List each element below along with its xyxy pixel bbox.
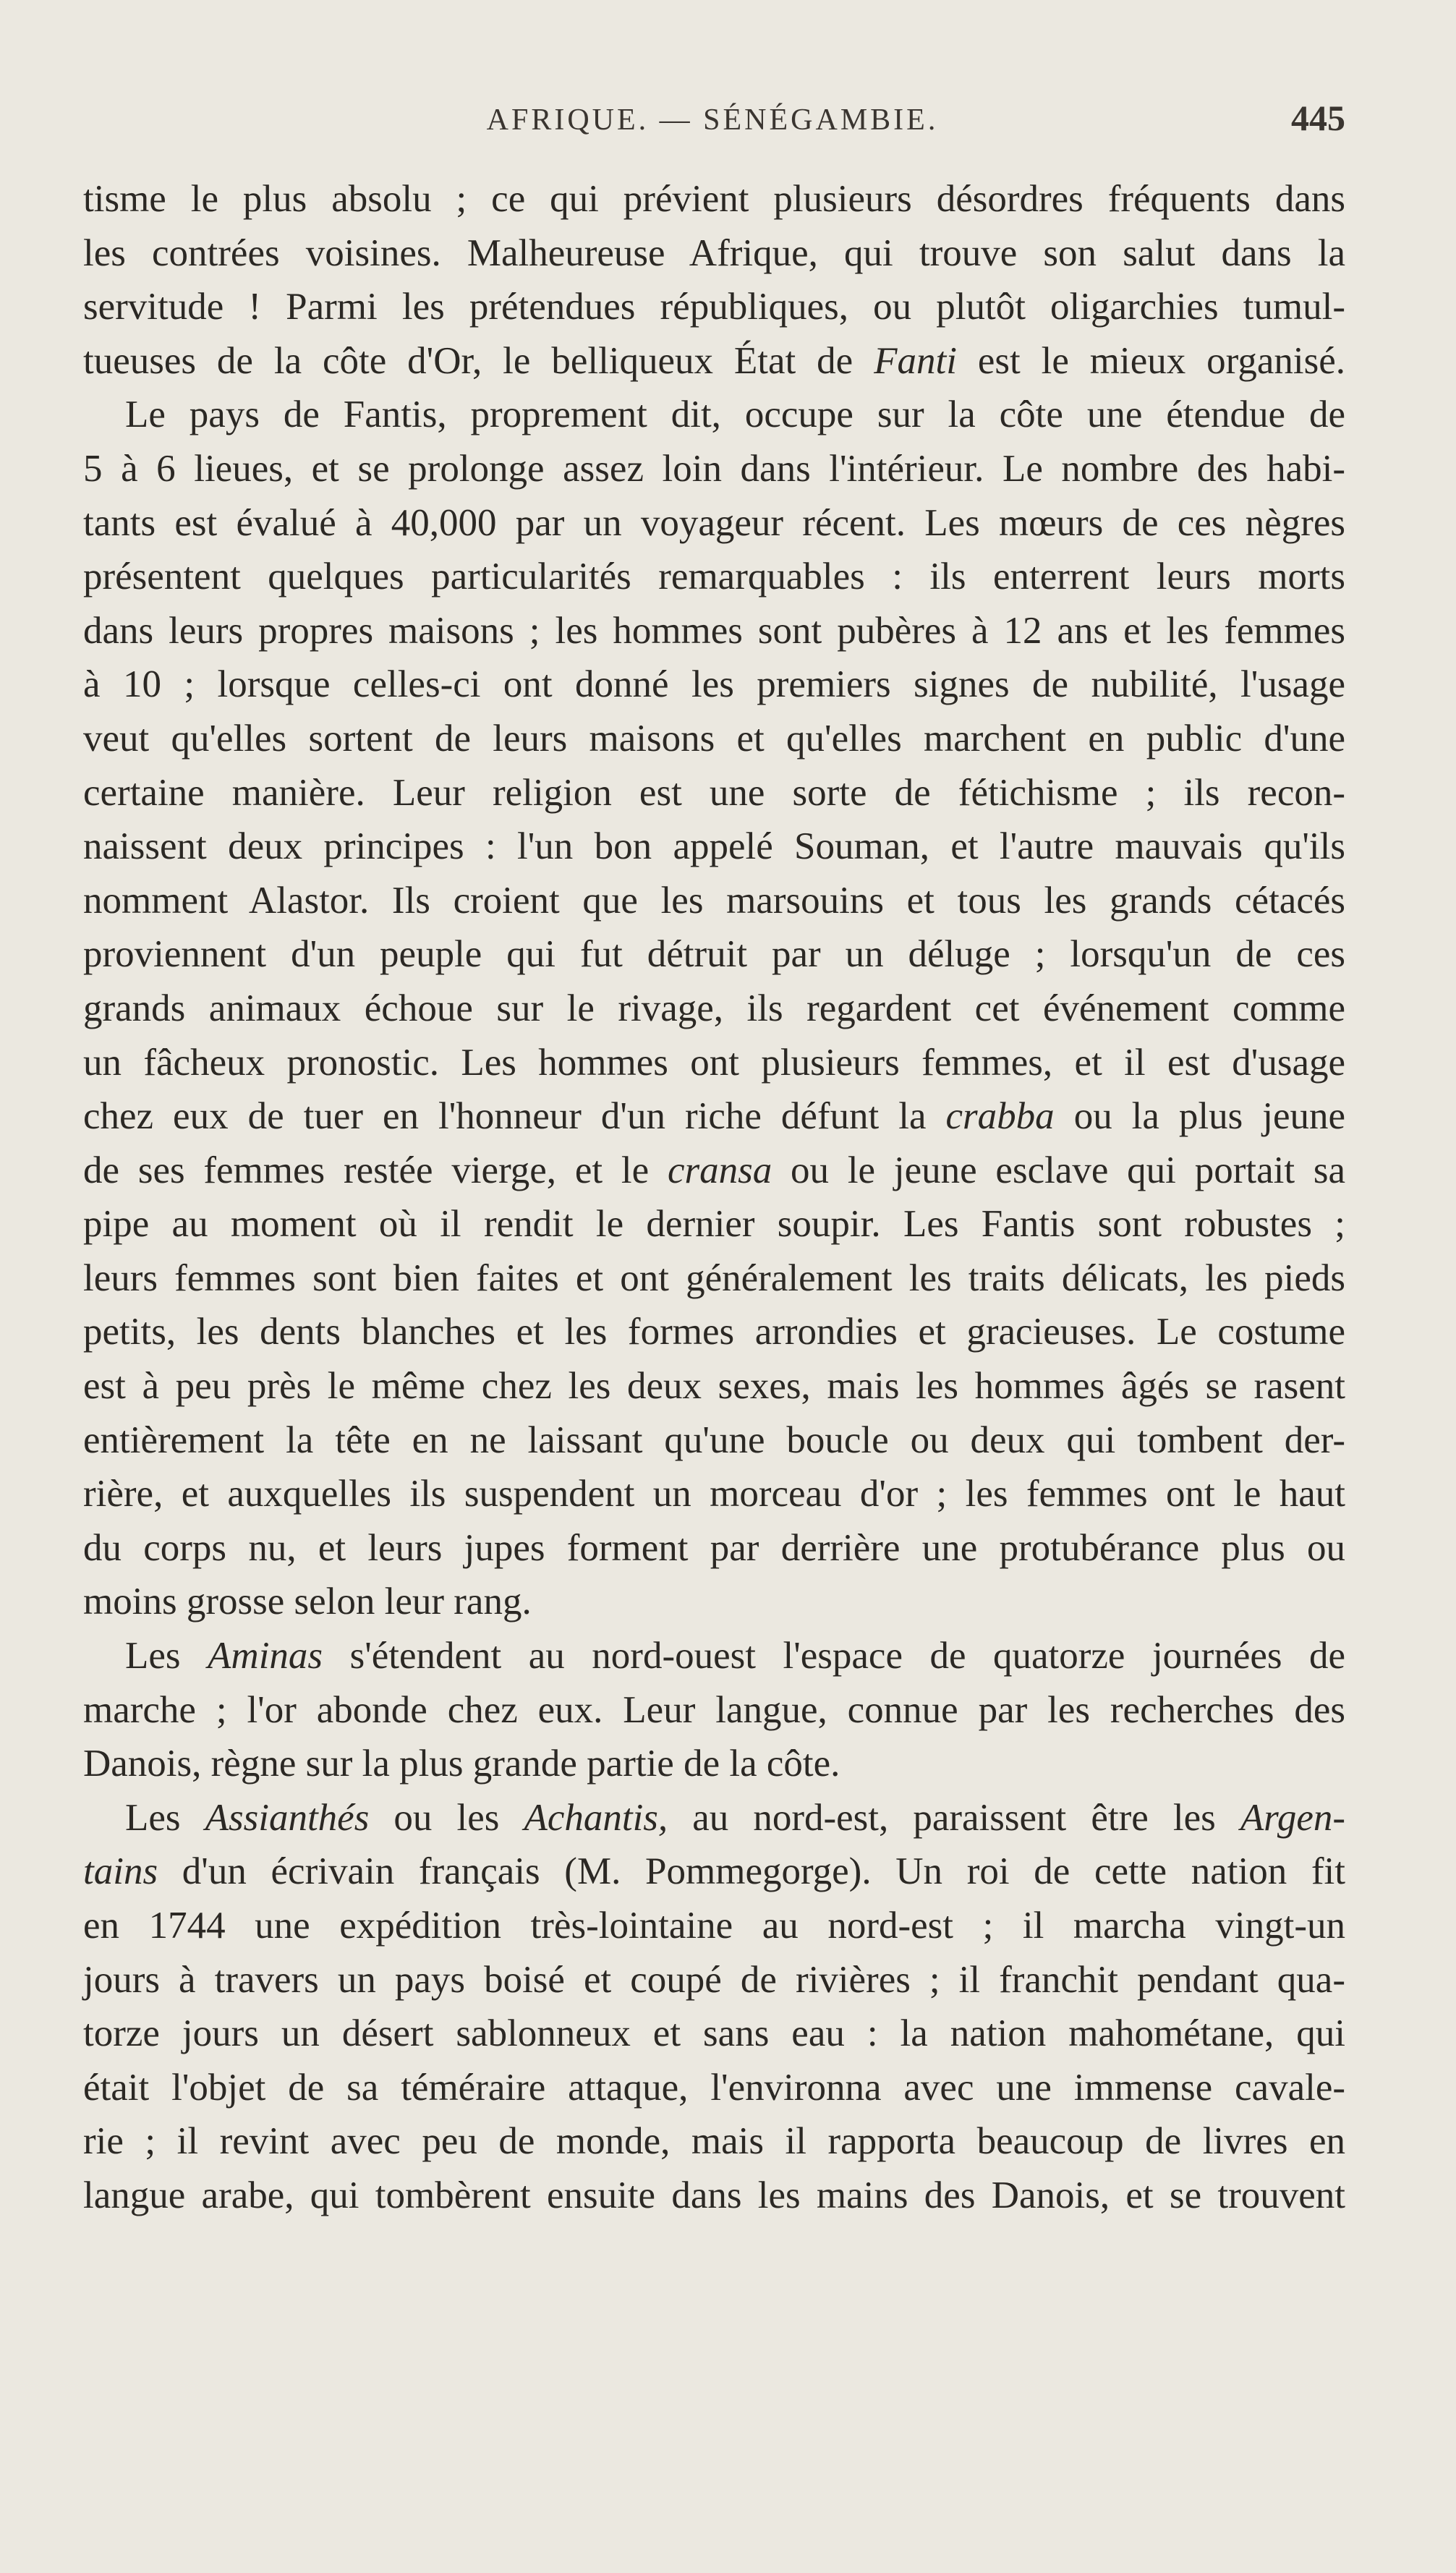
text-line: torze jours un désert sablonneux et sans eau : la nation mahométane, qui xyxy=(83,2012,1345,2055)
text-line: dans leurs propres maisons ; les hommes sont pubères à 12 ans et les femmes xyxy=(83,609,1345,652)
text-line: tains d'un écrivain français (M. Pommegorge). Un roi de cette nation fit xyxy=(83,1850,1346,1893)
page-number: 445 xyxy=(1291,98,1345,138)
text-line: rière, et auxquelles ils suspendent un morceau d'or ; les femmes ont le haut xyxy=(83,1473,1345,1515)
text-line: en 1744 une expédition très-lointaine au nord-est ; il marcha vingt-un xyxy=(83,1905,1345,1947)
text-line: tueuses de la côte d'Or, le belliqueux État de Fanti est le mieux organisé. xyxy=(83,339,1345,382)
italic-term: Aminas xyxy=(208,1635,323,1677)
text-line: était l'objet de sa téméraire attaque, l'environna avec une immense cavale- xyxy=(83,2066,1345,2109)
text-line: grands animaux échoue sur le rivage, ils regardent cet événement comme xyxy=(83,987,1345,1029)
body-text xyxy=(83,172,1345,2223)
text-line: Danois, règne sur la plus grande partie de la côte. xyxy=(83,1743,840,1785)
text-line: Le pays de Fantis, proprement dit, occupe sur la côte une étendue de xyxy=(125,394,1345,436)
text-line: de ses femmes restée vierge, et le cransa ou le jeune esclave qui portait sa xyxy=(83,1149,1345,1191)
page-header xyxy=(80,93,1345,143)
text-line: leurs femmes sont bien faites et ont généralement les traits délicats, les pieds xyxy=(83,1256,1345,1299)
text-line: du corps nu, et leurs jupes forment par derrière une protubérance plus ou xyxy=(83,1526,1345,1569)
text-line: langue arabe, qui tombèrent ensuite dans les mains des Danois, et se trouvent xyxy=(83,2174,1345,2216)
text-line: entièrement la tête en ne laissant qu'une boucle ou deux qui tombent der- xyxy=(83,1419,1345,1461)
text-line: naissent deux principes : l'un bon appelé Souman, et l'autre mauvais qu'ils xyxy=(83,825,1345,868)
text-line: est à peu près le même chez les deux sexes, mais les hommes âgés se rasent xyxy=(83,1365,1345,1408)
italic-term: Fanti xyxy=(874,339,957,382)
text-line: rie ; il revint avec peu de monde, mais il rapporta beaucoup de livres en xyxy=(83,2120,1345,2163)
text-line: présentent quelques particularités remarquables : ils enterrent leurs morts xyxy=(83,556,1345,598)
italic-term: cransa xyxy=(667,1149,772,1191)
italic-term: Argen- xyxy=(1240,1796,1346,1839)
text-line: jours à travers un pays boisé et coupé de rivières ; il franchit pendant qua- xyxy=(83,1958,1345,2001)
text-line: Les Aminas s'étendent au nord-ouest l'espace de quatorze journées de xyxy=(125,1635,1346,1677)
running-head: AFRIQUE. — SÉNÉGAMBIE. xyxy=(486,103,939,137)
text-line: un fâcheux pronostic. Les hommes ont plusieurs femmes, et il est d'usage xyxy=(83,1041,1345,1084)
text-line: chez eux de tuer en l'honneur d'un riche défunt la crabba ou la plus jeune xyxy=(83,1095,1346,1138)
text-line: nomment Alastor. Ils croient que les marsouins et tous les grands cétacés xyxy=(83,879,1345,922)
text-line: veut qu'elles sortent de leurs maisons et qu'elles marchent en public d'une xyxy=(83,717,1345,760)
text-line: proviennent d'un peuple qui fut détruit par un déluge ; lorsqu'un de ces xyxy=(83,933,1345,976)
text-line: les contrées voisines. Malheureuse Afrique, qui trouve son salut dans la xyxy=(83,231,1345,274)
text-line: marche ; l'or abonde chez eux. Leur langue, connue par les recherches des xyxy=(83,1688,1345,1731)
text-line: à 10 ; lorsque celles-ci ont donné les premiers signes de nubilité, l'usage xyxy=(83,663,1345,706)
text-line: servitude ! Parmi les prétendues républiques, ou plutôt oligarchies tumul- xyxy=(83,286,1345,328)
italic-term: crabba xyxy=(945,1095,1055,1138)
text-line: tisme le plus absolu ; ce qui prévient plusieurs désordres fréquents dans xyxy=(83,178,1345,220)
text-line: Les Assianthés ou les Achantis, au nord-est, paraissent être les Argen- xyxy=(125,1796,1346,1839)
text-line: 5 à 6 lieues, et se prolonge assez loin dans l'intérieur. Le nombre des habi- xyxy=(83,447,1345,490)
text-line: pipe au moment où il rendit le dernier soupir. Les Fantis sont robustes ; xyxy=(83,1203,1345,1246)
italic-term: Achantis, xyxy=(524,1796,668,1839)
text-line: moins grosse selon leur rang. xyxy=(83,1581,532,1623)
text-line: certaine manière. Leur religion est une sorte de fétichisme ; ils recon- xyxy=(83,771,1345,814)
text-line: tants est évalué à 40,000 par un voyageur récent. Les mœurs de ces nègres xyxy=(83,501,1345,544)
text-line: petits, les dents blanches et les formes arrondies et gracieuses. Le costume xyxy=(83,1311,1345,1353)
italic-term: Assianthés xyxy=(205,1796,370,1839)
italic-term: tains xyxy=(83,1850,158,1893)
